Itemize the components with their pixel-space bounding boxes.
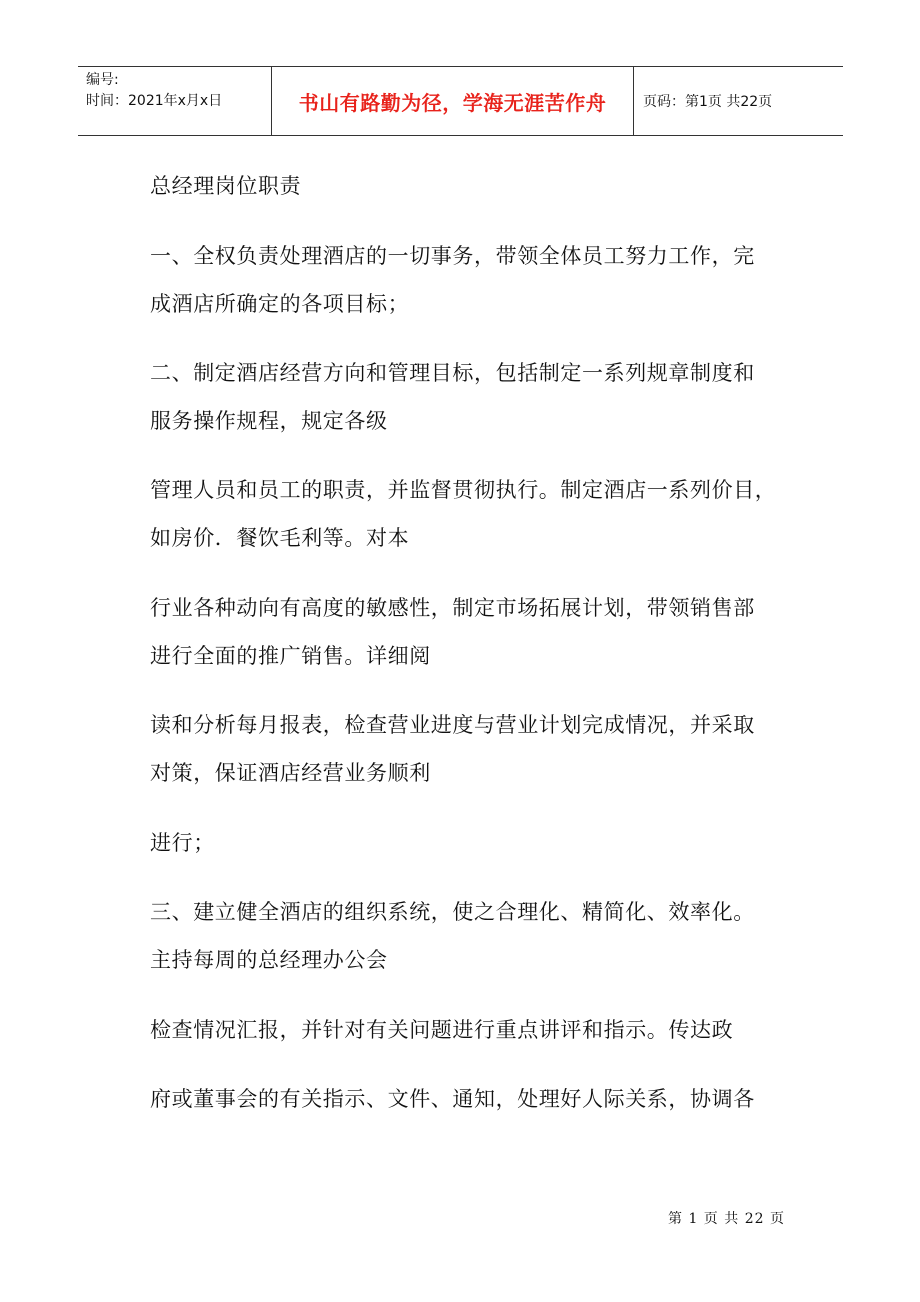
body-line: 行业各种动向有高度的敏感性，制定市场拓展计划，带领销售部: [150, 596, 755, 620]
body-line: 服务操作规程，规定各级: [150, 409, 388, 433]
doc-title: 总经理岗位职责: [150, 174, 302, 198]
header-motto: 书山有路勤为径，学海无涯苦作舟: [272, 67, 634, 135]
body-line: 二、制定酒店经营方向和管理目标，包括制定一系列规章制度和: [150, 361, 755, 385]
body-line: 府或董事会的有关指示、文件、通知，处理好人际关系，协调各: [150, 1087, 755, 1111]
time-label: 时间：2021年x月x日: [86, 93, 223, 109]
header-meta: [78, 67, 272, 135]
document-header: [78, 66, 843, 136]
body-line: 成酒店所确定的各项目标；: [150, 292, 410, 316]
body-line: 一、全权负责处理酒店的一切事务，带领全体员工努力工作，完: [150, 244, 755, 268]
serial-label: 编号:: [86, 72, 119, 88]
page-footer: 第 1 页 共 22 页: [668, 1211, 785, 1227]
body-line: 如房价．餐饮毛利等。对本: [150, 526, 410, 550]
body-line: 管理人员和员工的职责，并监督贯彻执行。制定酒店一系列价目，: [150, 478, 777, 502]
body-line: 读和分析每月报表，检查营业进度与营业计划完成情况，并采取: [150, 713, 755, 737]
body-line: 进行；: [150, 831, 215, 855]
header-page-info: 页码：第1页 共22页: [643, 94, 773, 110]
body-line: 进行全面的推广销售。详细阅: [150, 644, 431, 668]
body-line: 对策，保证酒店经营业务顺利: [150, 761, 431, 785]
body-line: 三、建立健全酒店的组织系统，使之合理化、精简化、效率化。: [150, 900, 755, 924]
body-line: 检查情况汇报，并针对有关问题进行重点讲评和指示。传达政: [150, 1018, 734, 1042]
body-line: 主持每周的总经理办公会: [150, 948, 388, 972]
